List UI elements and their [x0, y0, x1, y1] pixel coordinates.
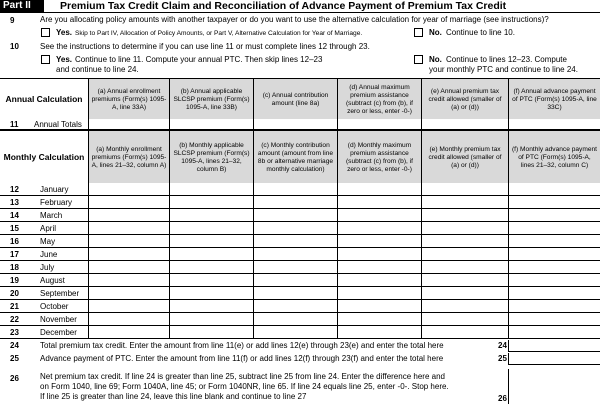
line9-yes-text: Skip to Part IV, Allocation of Policy Amounts, or Part V, Alternative Calculation for Year of Marriage.	[75, 30, 363, 37]
month-field-c[interactable]	[253, 326, 337, 338]
month-line-number: 19	[10, 276, 19, 285]
month-field-a[interactable]	[88, 222, 169, 234]
line9-question: Are you allocating policy amounts with another taxpayer or do you want to use the alternative calculation for year of marriage (see instructions)?	[40, 15, 549, 24]
month-row	[0, 274, 600, 287]
line10-yes-checkbox[interactable]	[41, 55, 50, 64]
part-label: Part II	[0, 0, 44, 12]
month-row	[0, 209, 600, 222]
month-row	[0, 248, 600, 261]
month-field-b[interactable]	[169, 209, 253, 221]
annual-calculation-label: Annual Calculation	[0, 79, 88, 120]
month-name: July	[40, 263, 55, 272]
month-field-c[interactable]	[253, 235, 337, 247]
month-field-d[interactable]	[337, 313, 421, 325]
annual-col-d: (d) Annual maximum premium assistance (subtract (c) from (b), if zero or less, enter -0-)	[337, 79, 421, 120]
month-row	[0, 196, 600, 209]
month-field-a[interactable]	[88, 196, 169, 208]
line25-box-label: 25	[498, 354, 507, 363]
month-name: February	[40, 198, 73, 207]
line11-row	[0, 119, 600, 130]
month-field-f[interactable]	[508, 326, 600, 338]
month-field-d[interactable]	[337, 209, 421, 221]
line26-text1: Net premium tax credit. If line 24 is greater than line 25, subtract line 25 from line 24. Enter the difference here and	[40, 372, 445, 381]
month-line-number: 15	[10, 224, 19, 233]
month-field-e[interactable]	[421, 300, 508, 312]
part-title: Premium Tax Credit Claim and Reconciliation of Advance Payment of Premium Tax Credit	[60, 0, 507, 12]
month-field-b[interactable]	[169, 313, 253, 325]
month-row	[0, 261, 600, 274]
month-field-e[interactable]	[421, 326, 508, 338]
month-field-d[interactable]	[337, 235, 421, 247]
month-field-a[interactable]	[88, 326, 169, 338]
line26-box-label: 26	[498, 394, 507, 403]
month-row	[0, 300, 600, 313]
line10-number: 10	[10, 42, 19, 51]
month-line-number: 12	[10, 185, 19, 194]
line24-row	[0, 340, 600, 352]
line9-number: 9	[10, 16, 15, 25]
annual-col-a: (a) Annual enrollment premiums (Form(s) 1095-A, line 33A)	[88, 79, 169, 120]
month-line-number: 13	[10, 198, 19, 207]
month-field-f[interactable]	[508, 248, 600, 260]
month-field-a[interactable]	[88, 248, 169, 260]
month-name: December	[40, 328, 77, 337]
month-row	[0, 287, 600, 300]
month-field-d[interactable]	[337, 248, 421, 260]
month-line-number: 23	[10, 328, 19, 337]
month-name: October	[40, 302, 69, 311]
month-line-number: 22	[10, 315, 19, 324]
month-line-number: 18	[10, 263, 19, 272]
month-field-f[interactable]	[508, 313, 600, 325]
month-field-c[interactable]	[253, 300, 337, 312]
month-field-e[interactable]	[421, 209, 508, 221]
month-field-c[interactable]	[253, 248, 337, 260]
month-line-number: 16	[10, 237, 19, 246]
line26-text3: If line 25 is greater than line 24, leave this line blank and continue to line 27	[40, 392, 307, 401]
month-field-b[interactable]	[169, 274, 253, 286]
month-field-c[interactable]	[253, 183, 337, 195]
month-line-number: 14	[10, 211, 19, 220]
month-field-e[interactable]	[421, 287, 508, 299]
monthly-col-a: (a) Monthly enrollment premiums (Form(s) 1095-A, lines 21–32, column A)	[88, 131, 169, 184]
monthly-col-f: (f) Monthly advance payment of PTC (Form(s) 1095-A, lines 21–32, column C)	[508, 131, 600, 184]
month-field-b[interactable]	[169, 222, 253, 234]
month-field-f[interactable]	[508, 300, 600, 312]
month-field-c[interactable]	[253, 196, 337, 208]
line24-field[interactable]	[508, 340, 600, 352]
line11f-field[interactable]	[508, 119, 600, 129]
line11a-field[interactable]	[88, 119, 169, 129]
month-field-f[interactable]	[508, 235, 600, 247]
line9-no-text: Continue to line 10.	[446, 28, 515, 37]
annual-col-c: (c) Annual contribution amount (line 8a)	[253, 79, 337, 120]
month-field-b[interactable]	[169, 287, 253, 299]
month-field-c[interactable]	[253, 261, 337, 273]
monthly-col-c: (c) Monthly contribution amount (amount from line 8b or alternative marriage monthly calculation)	[253, 131, 337, 184]
line10-no-text1: Continue to lines 12–23. Compute	[446, 55, 567, 64]
month-line-number: 21	[10, 302, 19, 311]
month-field-a[interactable]	[88, 287, 169, 299]
month-field-f[interactable]	[508, 274, 600, 286]
line10-yes-label: Yes.	[56, 55, 73, 64]
line25-field[interactable]	[508, 353, 600, 365]
month-field-e[interactable]	[421, 222, 508, 234]
month-field-d[interactable]	[337, 287, 421, 299]
line9-no-checkbox[interactable]	[414, 28, 423, 37]
line11-number: 11	[10, 120, 19, 129]
line10-no-checkbox[interactable]	[414, 55, 423, 64]
month-name: March	[40, 211, 63, 220]
month-field-f[interactable]	[508, 196, 600, 208]
month-field-f[interactable]	[508, 261, 600, 273]
month-field-c[interactable]	[253, 313, 337, 325]
month-name: June	[40, 250, 58, 259]
monthly-col-b: (b) Monthly applicable SLCSP premium (Form(s) 1095-A, lines 21–32, column B)	[169, 131, 253, 184]
annual-col-b: (b) Annual applicable SLCSP premium (Form(s) 1095-A, line 33B)	[169, 79, 253, 120]
month-row	[0, 222, 600, 235]
month-field-d[interactable]	[337, 326, 421, 338]
month-field-b[interactable]	[169, 300, 253, 312]
month-name: April	[40, 224, 57, 233]
line9-yes-checkbox[interactable]	[41, 28, 50, 37]
month-field-e[interactable]	[421, 274, 508, 286]
month-field-e[interactable]	[421, 183, 508, 195]
line25-row	[0, 353, 600, 365]
month-row	[0, 313, 600, 326]
line11d-field[interactable]	[337, 119, 421, 129]
month-field-b[interactable]	[169, 235, 253, 247]
month-field-b[interactable]	[169, 183, 253, 195]
month-field-b[interactable]	[169, 326, 253, 338]
month-field-a[interactable]	[88, 261, 169, 273]
month-row	[0, 235, 600, 248]
monthly-header-row	[0, 130, 600, 183]
month-row	[0, 326, 600, 339]
line10-yes-text1: Continue to line 11. Compute your annual PTC. Then skip lines 12–23	[75, 55, 323, 64]
month-field-a[interactable]	[88, 313, 169, 325]
annual-col-e: (e) Annual premium tax credit allowed (smaller of (a) or (d))	[421, 79, 508, 120]
line24-box-label: 24	[498, 341, 507, 350]
month-field-a[interactable]	[88, 209, 169, 221]
month-field-b[interactable]	[169, 196, 253, 208]
month-field-a[interactable]	[88, 235, 169, 247]
annual-header-row	[0, 78, 600, 119]
line11e-field[interactable]	[421, 119, 508, 129]
month-field-d[interactable]	[337, 300, 421, 312]
line9-yes-label: Yes.	[56, 28, 73, 37]
month-field-e[interactable]	[421, 313, 508, 325]
month-field-e[interactable]	[421, 196, 508, 208]
line26-row	[0, 369, 600, 404]
month-field-f[interactable]	[508, 209, 600, 221]
month-field-a[interactable]	[88, 274, 169, 286]
month-row	[0, 183, 600, 196]
line11b-field[interactable]	[169, 119, 253, 129]
line24-text: Total premium tax credit. Enter the amount from line 11(e) or add lines 12(e) through 23(e) and enter the total here	[40, 341, 444, 350]
month-name: August	[40, 276, 65, 285]
line10-no-label: No.	[429, 55, 442, 64]
line24-number: 24	[10, 341, 19, 350]
month-field-c[interactable]	[253, 222, 337, 234]
month-field-a[interactable]	[88, 183, 169, 195]
month-field-c[interactable]	[253, 274, 337, 286]
month-field-c[interactable]	[253, 287, 337, 299]
annual-col-f: (f) Annual advance payment of PTC (Form(s) 1095-A, line 33C)	[508, 79, 600, 120]
line25-number: 25	[10, 354, 19, 363]
month-line-number: 17	[10, 250, 19, 259]
month-field-d[interactable]	[337, 222, 421, 234]
part-header	[0, 0, 600, 13]
month-field-e[interactable]	[421, 248, 508, 260]
line26-text2: on Form 1040, line 69; Form 1040A, line 45; or Form 1040NR, line 65. If line 24 equals line 25, enter -0-. Stop here.	[40, 382, 449, 391]
month-name: September	[40, 289, 80, 298]
monthly-col-d: (d) Monthly maximum premium assistance (subtract (c) from (b), if zero or less, enter -0-)	[337, 131, 421, 184]
month-name: November	[40, 315, 77, 324]
month-field-d[interactable]	[337, 274, 421, 286]
month-field-d[interactable]	[337, 261, 421, 273]
line10-no-text2: your monthly PTC and continue to line 24.	[429, 65, 578, 74]
line26-field[interactable]	[508, 369, 600, 404]
month-line-number: 20	[10, 289, 19, 298]
line10-yes-text2: and continue to line 24.	[56, 65, 139, 74]
month-field-e[interactable]	[421, 235, 508, 247]
line11c-field[interactable]	[253, 119, 337, 129]
month-field-d[interactable]	[337, 196, 421, 208]
line11-label: Annual Totals	[34, 120, 82, 129]
line9-no-label: No.	[429, 28, 442, 37]
month-field-b[interactable]	[169, 261, 253, 273]
month-field-d[interactable]	[337, 183, 421, 195]
monthly-col-e: (e) Monthly premium tax credit allowed (smaller of (a) or (d))	[421, 131, 508, 184]
month-field-a[interactable]	[88, 300, 169, 312]
month-field-f[interactable]	[508, 183, 600, 195]
line10-question: See the instructions to determine if you can use line 11 or must complete lines 12 through 23.	[40, 42, 370, 51]
line25-text: Advance payment of PTC. Enter the amount from line 11(f) or add lines 12(f) through 23(f) and enter the total here	[40, 354, 444, 363]
month-field-b[interactable]	[169, 248, 253, 260]
month-name: January	[40, 185, 69, 194]
monthly-calculation-label: Monthly Calculation	[0, 131, 88, 184]
month-field-c[interactable]	[253, 209, 337, 221]
month-field-f[interactable]	[508, 222, 600, 234]
month-name: May	[40, 237, 56, 246]
line26-number: 26	[10, 374, 19, 383]
month-field-e[interactable]	[421, 261, 508, 273]
month-field-f[interactable]	[508, 287, 600, 299]
